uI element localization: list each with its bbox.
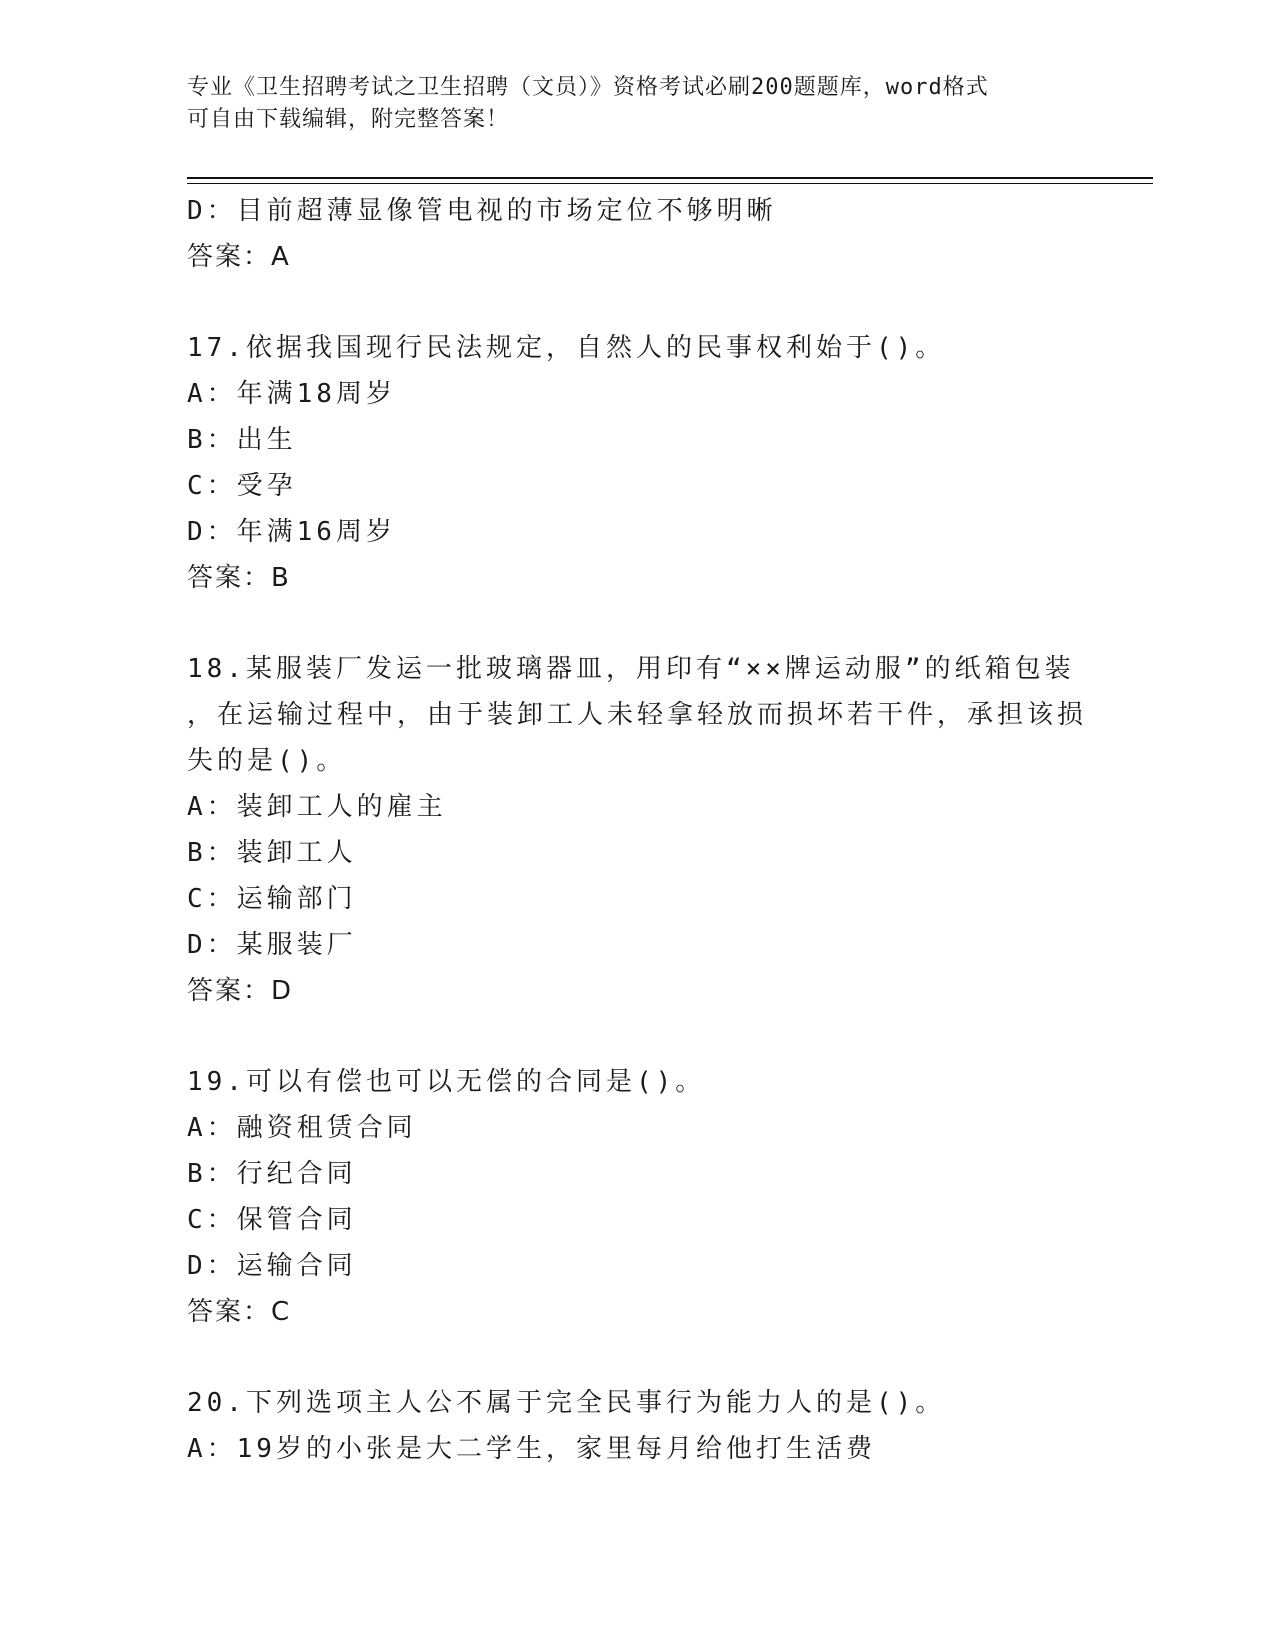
option-line: B：装卸工人 bbox=[187, 838, 357, 868]
header-line: 专业《卫生招聘考试之卫生招聘（文员）》资格考试必刷200题题库，word格式 bbox=[187, 75, 989, 100]
option-line: C：保管合同 bbox=[187, 1205, 357, 1235]
question-block bbox=[187, 325, 1087, 601]
answer-line: 答案：B bbox=[187, 563, 291, 593]
header-rule bbox=[187, 177, 1153, 179]
spacer bbox=[187, 1014, 1087, 1059]
question-stem: 17.依据我国现行民法规定，自然人的民事权利始于()。 bbox=[187, 333, 946, 363]
spacer bbox=[187, 280, 1087, 325]
option-line: A：装卸工人的雇主 bbox=[187, 792, 447, 822]
answer-line: 答案：D bbox=[187, 976, 294, 1006]
question-stem: 20.下列选项主人公不属于完全民事行为能力人的是()。 bbox=[187, 1388, 946, 1418]
answer-line: 答案：A bbox=[187, 242, 291, 272]
question-block bbox=[187, 646, 1087, 1014]
header-line: 可自由下载编辑，附完整答案！ bbox=[187, 107, 510, 132]
option-line: B：出生 bbox=[187, 425, 297, 455]
option-line: C：受孕 bbox=[187, 471, 297, 501]
header-rule bbox=[187, 183, 1153, 184]
spacer bbox=[187, 1335, 1087, 1380]
option-line: A：融资租赁合同 bbox=[187, 1113, 417, 1143]
document-header bbox=[187, 72, 1087, 136]
question-stem: ，在运输过程中，由于装卸工人未轻拿轻放而损坏若干件，承担该损 bbox=[187, 700, 1088, 730]
question-block bbox=[187, 1059, 1087, 1335]
answer-line: 答案：C bbox=[187, 1297, 292, 1327]
option-line: D：运输合同 bbox=[187, 1251, 357, 1281]
question-stem: 19.可以有偿也可以无偿的合同是()。 bbox=[187, 1067, 706, 1097]
option-line: C：运输部门 bbox=[187, 884, 357, 914]
option-line: D：年满16周岁 bbox=[187, 517, 396, 547]
question-stem: 18.某服装厂发运一批玻璃器皿，用印有“××牌运动服”的纸箱包装 bbox=[187, 654, 1075, 684]
option-line: D：目前超薄显像管电视的市场定位不够明晰 bbox=[187, 196, 777, 226]
question-content bbox=[187, 188, 1087, 1472]
spacer bbox=[187, 601, 1087, 646]
option-line: B：行纪合同 bbox=[187, 1159, 357, 1189]
option-line: A：19岁的小张是大二学生，家里每月给他打生活费 bbox=[187, 1434, 876, 1464]
option-line: A：年满18周岁 bbox=[187, 379, 396, 409]
question-block bbox=[187, 1380, 1087, 1472]
question-stem: 失的是()。 bbox=[187, 746, 347, 776]
option-line: D：某服装厂 bbox=[187, 930, 357, 960]
